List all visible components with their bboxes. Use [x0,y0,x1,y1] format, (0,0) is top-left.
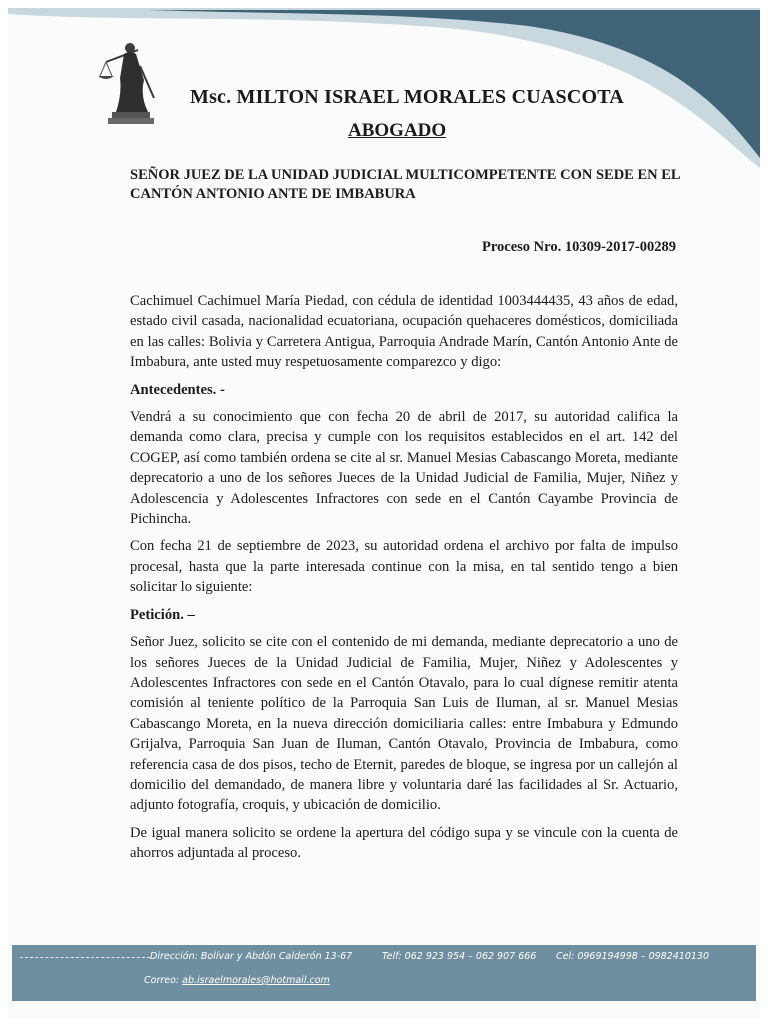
peticion-paragraph-1: Señor Juez, solicito se cite con el contenido de mi demanda, mediante deprecatorio a uno de los señores Jueces de la Unidad Judicial de Familia, Mujer, Niñez y Adolescentes y Adolescentes Infractores con sede en el Cantón Otavalo, para lo cual dígnese remitir atenta comisión al teniente político de la Parroquia San Luis de Iluman, al sr. Manuel Mesias Cabascango Moreta, en la nueva dirección domiciliaria calles: entre Imbabura y Edmundo Grijalva, Parroquia San Juan de Iluman, Cantón Otavalo, Provincia de Imbabura, como referencia casa de dos pisos, techo de Eternit, paredes de bloque, se ingresa por un callejón al domicilio del demandado, de manera libre y voluntaria daré las facilidades al Sr. Actuario, adjunto fotografía, croquis, y ubicación de domicilio. [130,634,678,814]
footer-email-label: Correo: [144,975,183,986]
lady-justice-icon [92,36,172,128]
case-number: Proceso Nro. 10309-2017-00289 [482,239,676,255]
lawyer-title: ABOGADO [348,120,447,141]
footer-address: Dirección: Bolívar y Abdón Calderón 13-67 [150,951,353,962]
addressee-heading: SEÑOR JUEZ DE LA UNIDAD JUDICIAL MULTICOMPETENTE CON SEDE EN EL CANTÓN ANTONIO ANTE DE IMBABURA [130,167,680,202]
intro-paragraph: Cachimuel Cachimuel María Piedad, con cédula de identidad 1003444435, 43 años de edad, estado civil casada, nacionalidad ecuatoriana, ocupación quehaceres domésticos, domiciliada en las calles: Bolivia y Carretera Antigua, Parroquia Andrade Marín, Cantón Antonio Ante de Imbabura, ante usted muy respetuosamente comparezco y digo: [130,293,678,371]
antecedentes-paragraph-1: Vendrá a su conocimiento que con fecha 20 de abril de 2017, su autoridad califica la demanda como clara, precisa y cumple con los requisitos establecidos en el art. 142 del COGEP, así como también ordena se cite al sr. Manuel Mesias Cabascango Moreta, mediante deprecatorio a uno de los señores Jueces de la Unidad Judicial de Familia, Mujer, Niñez y Adolescencia y Adolescentes Infractores con sede en el Cantón Cayambe Provincia de Pichincha. [130,409,678,528]
peticion-heading: Petición. – [130,606,195,623]
footer-email-line [144,975,330,986]
antecedentes-paragraph-2: Con fecha 21 de septiembre de 2023, su autoridad ordena el archivo por falta de impulso procesal, hasta que la parte interesada continue con la misa, en tal sentido tengo a bien solicitar lo siguiente: [130,538,678,596]
footer-email-link[interactable]: ab.israelmorales@hotmail.com [182,975,330,986]
peticion-paragraph-2: De igual manera solicito se ordene la apertura del código supa y se vincule con la cuenta de ahorros adjuntada al proceso. [130,824,678,862]
footer-band [12,945,756,1001]
footer-phone: Telf: 062 923 954 – 062 907 666 [382,951,537,962]
letter-body [130,291,678,871]
document-page [8,8,760,1018]
footer-cell: Cel: 0969194998 – 0982410130 [556,951,710,962]
lawyer-name: Msc. MILTON ISRAEL MORALES CUASCOTA [190,86,624,108]
footer-divider [20,957,150,958]
antecedentes-heading: Antecedentes. - [130,381,225,398]
